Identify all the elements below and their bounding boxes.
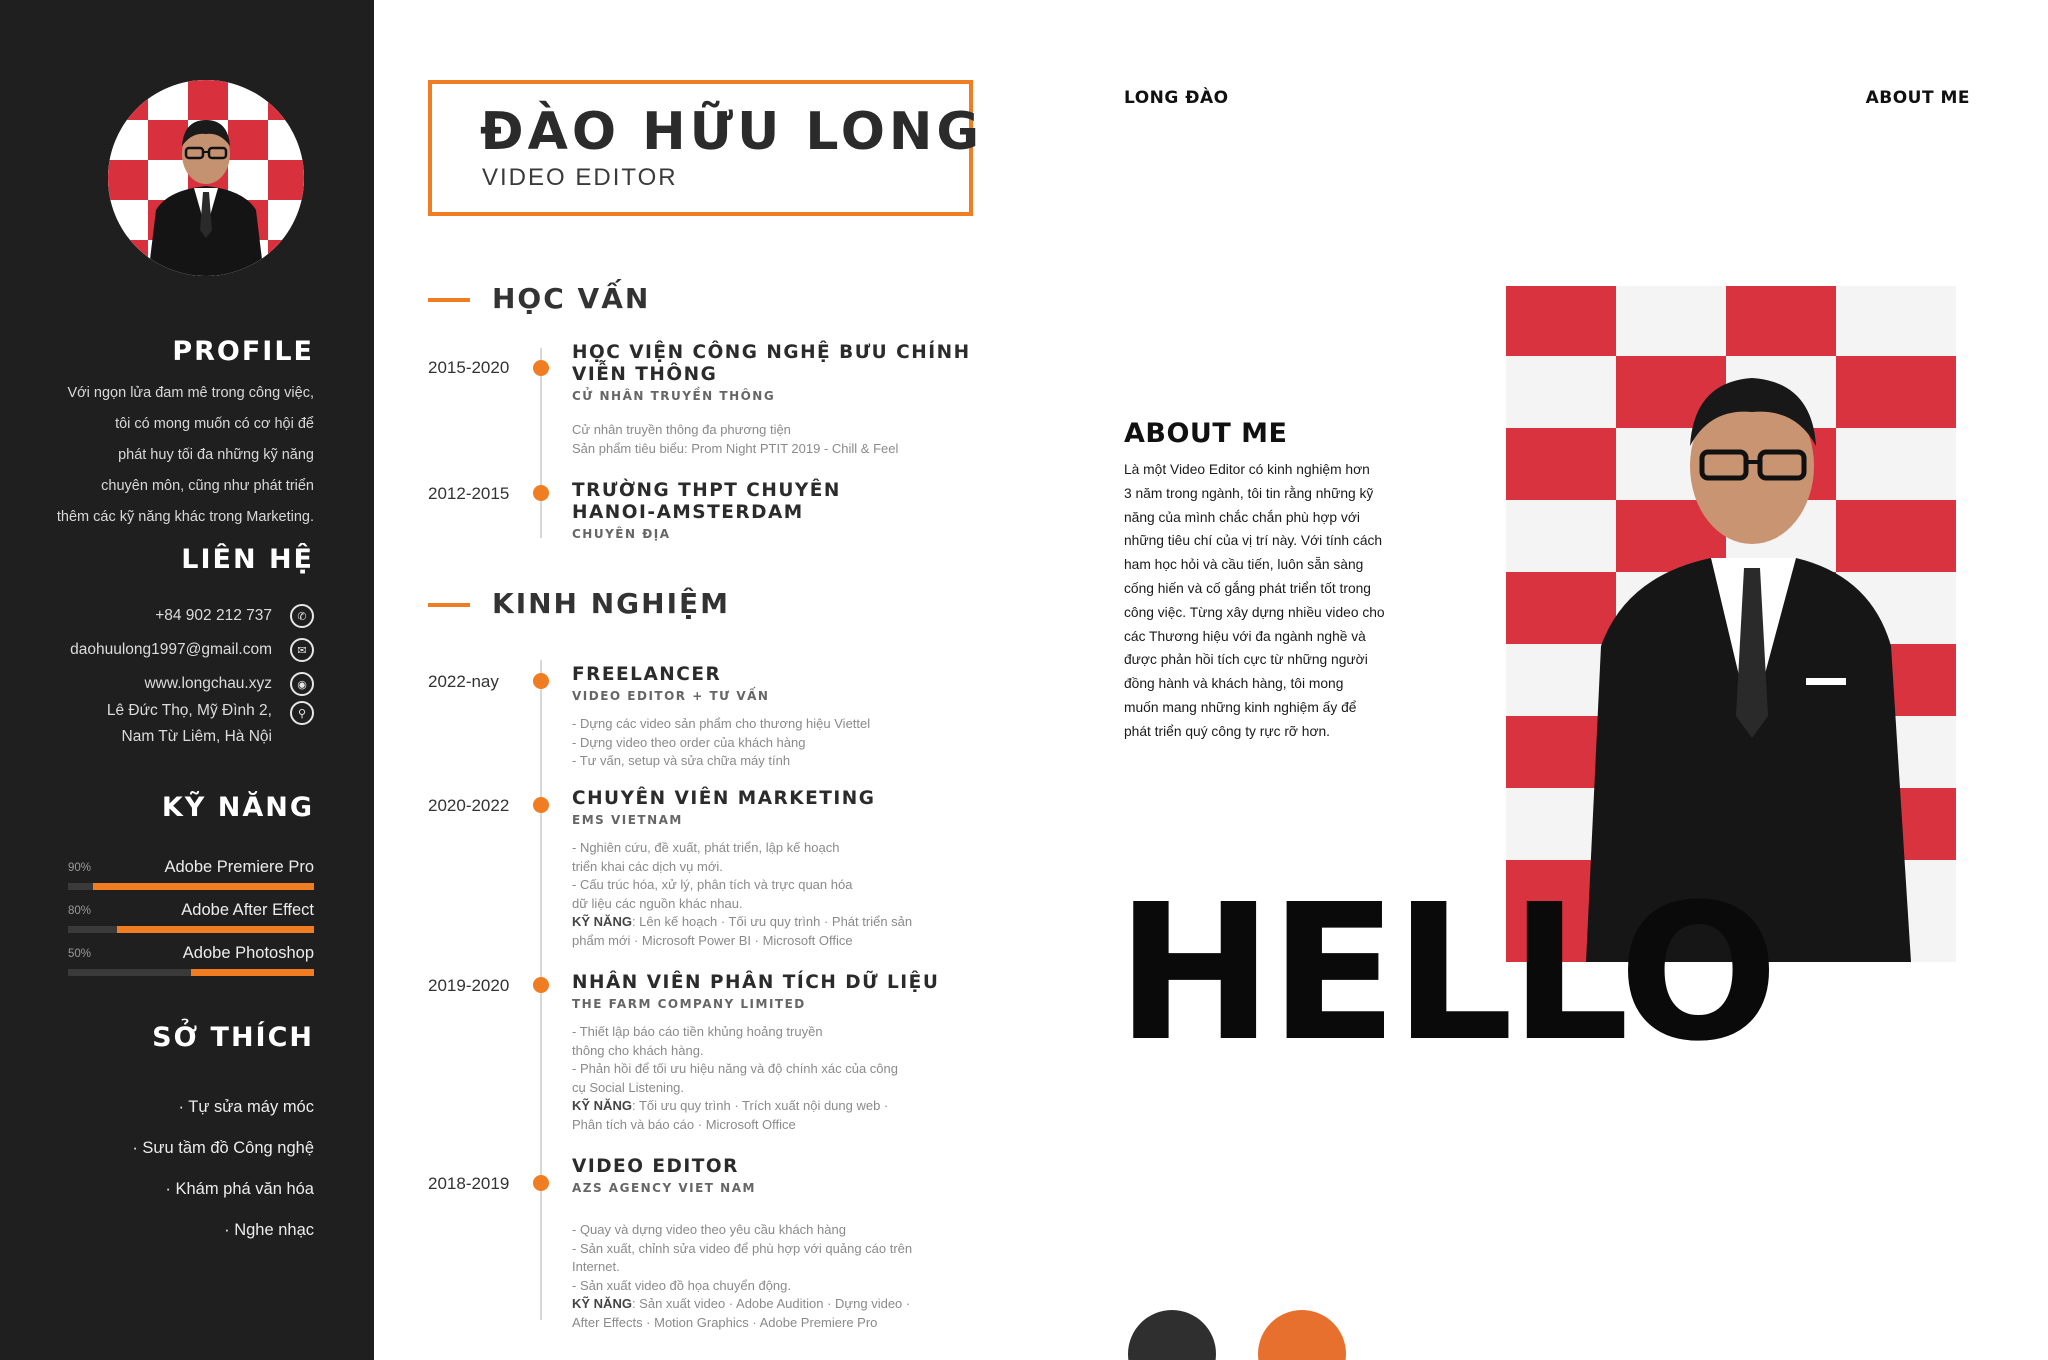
entry-title-line: HANOI-AMSTERDAM — [572, 502, 804, 523]
about-line: công việc. Từng xây dựng nhiều video cho — [1124, 604, 1385, 620]
desc-line: Cử nhân truyền thông đa phương tiện — [572, 422, 791, 437]
avatar-portrait-image — [108, 80, 304, 276]
about-heading: ABOUT ME — [1124, 418, 1288, 449]
experience-heading: KINH NGHIỆM — [492, 587, 730, 620]
hello-display-text: HELLO — [1116, 864, 1775, 1083]
timeline-dot — [533, 485, 549, 501]
skill-item — [68, 901, 314, 941]
experience-entry — [572, 972, 972, 1134]
about-line: được phản hồi tích cực từ những người — [1124, 652, 1368, 668]
desc-line: thông cho khách hàng. — [572, 1042, 704, 1058]
experience-year: 2019-2020 — [428, 976, 510, 995]
entry-description — [572, 839, 972, 950]
entry-description — [572, 1023, 972, 1134]
contact-email[interactable] — [70, 638, 314, 662]
entry-title-line: VIỄN THÔNG — [572, 364, 718, 385]
about-line: những tiêu chí của vị trí này. Với tính cách — [1124, 533, 1383, 549]
phone-text: +84 902 212 737 — [155, 607, 272, 624]
desc-line: - Nghiên cứu, đề xuất, phát triển, lập kế hoạch — [572, 840, 840, 855]
skill-label: KỸ NĂNG — [572, 1098, 632, 1113]
about-line: năng của mình chắc chắn phù hợp với — [1124, 509, 1360, 525]
job-role: VIDEO EDITOR — [482, 164, 678, 191]
about-line: 3 năm trong ngành, tôi tin rằng những kỹ — [1124, 485, 1374, 501]
website-text: www.longchau.xyz — [144, 675, 272, 692]
sidebar — [0, 0, 374, 1360]
globe-icon: ◉ — [290, 672, 314, 696]
skill-item — [68, 858, 314, 898]
contact-heading: LIÊN HỆ — [181, 544, 314, 575]
skill-percent: 90% — [68, 862, 92, 874]
experience-entry — [572, 1156, 972, 1332]
avatar — [108, 80, 304, 276]
desc-line: - Phản hồi để tối ưu hiệu năng và độ chính xác của công — [572, 1061, 898, 1076]
desc-line: - Thiết lập báo cáo tiền khủng hoảng truyền — [572, 1024, 823, 1039]
skill-label: KỸ NĂNG — [572, 1296, 632, 1311]
desc-line: Internet. — [572, 1259, 620, 1274]
entry-title: FREELANCER — [572, 664, 722, 685]
skill-name: Adobe After Effect — [181, 901, 314, 919]
about-line: các Thương hiệu với đa ngành nghề và — [1124, 628, 1366, 644]
entry-title-line: TRƯỜNG THPT CHUYÊN — [572, 480, 841, 501]
entry-title-line: HỌC VIỆN CÔNG NGHỆ BƯU CHÍNH — [572, 342, 971, 363]
about-line: cống hiến và cố gắng phát triển tốt trong — [1124, 580, 1371, 596]
skill-bar-track — [68, 926, 314, 933]
education-entry — [572, 342, 972, 458]
desc-line: - Tư vấn, setup và sửa chữa máy tính — [572, 753, 791, 768]
entry-subtitle: THE FARM COMPANY LIMITED — [572, 997, 806, 1011]
address-line: Nam Từ Liêm, Hà Nội — [121, 728, 272, 745]
desc-line: - Cấu trúc hóa, xử lý, phân tích và trực quan hóa — [572, 877, 853, 892]
about-line: Là một Video Editor có kinh nghiệm hơn — [1124, 462, 1370, 477]
education-year: 2015-2020 — [428, 358, 510, 377]
desc-line: dữ liệu các nguồn khác nhau. — [572, 895, 743, 911]
full-name: ĐÀO HỮU LONG — [480, 102, 984, 162]
skill-bar-track — [68, 969, 314, 976]
orange-circle-decoration — [1258, 1310, 1346, 1360]
skill-text: : Sản xuất video · Adobe Audition · Dựng video · — [631, 1296, 911, 1311]
skill-bar-track — [68, 883, 314, 890]
skill-percent: 50% — [68, 948, 92, 960]
about-line: muốn mang những kinh nghiệm ấy để — [1124, 699, 1357, 715]
entry-subtitle: AZS AGENCY VIET NAM — [572, 1181, 756, 1195]
skill-bar-fill — [191, 969, 314, 976]
hobby-item: · Nghe nhạc — [224, 1221, 314, 1239]
desc-line: - Dựng video theo order của khách hàng — [572, 734, 806, 750]
skill-name: Adobe Premiere Pro — [164, 858, 314, 876]
email-text: daohuulong1997@gmail.com — [70, 641, 272, 658]
hobby-item: · Khám phá văn hóa — [165, 1180, 314, 1198]
education-year: 2012-2015 — [428, 484, 510, 503]
timeline-dot — [533, 1175, 549, 1191]
address-line: Lê Đức Thọ, Mỹ Đình 2, — [106, 702, 272, 719]
address-text — [107, 698, 272, 750]
experience-entry — [572, 788, 972, 950]
experience-year: 2020-2022 — [428, 796, 510, 815]
mail-icon: ✉ — [290, 638, 314, 662]
entry-title: VIDEO EDITOR — [572, 1156, 739, 1177]
name-box — [428, 80, 984, 216]
education-heading: HỌC VẤN — [492, 282, 651, 315]
entry-description — [572, 1221, 972, 1332]
profile-line: phát huy tối đa những kỹ năng — [118, 447, 314, 463]
education-accent-bar — [428, 298, 470, 302]
phone-icon: ✆ — [290, 604, 314, 628]
contact-phone[interactable] — [155, 604, 314, 628]
entry-subtitle: VIDEO EDITOR + TƯ VẤN — [572, 689, 770, 703]
location-pin-icon: ⚲ — [290, 701, 314, 725]
skill-line — [572, 1295, 972, 1314]
profile-line: thêm các kỹ năng khác trong Marketing. — [56, 509, 314, 525]
experience-year: 2018-2019 — [428, 1174, 510, 1193]
desc-line: cụ Social Listening. — [572, 1079, 685, 1095]
hobbies-heading: SỞ THÍCH — [152, 1022, 314, 1053]
profile-text — [14, 378, 314, 533]
entry-description — [572, 715, 972, 771]
about-text — [1124, 458, 1424, 744]
entry-title: NHÂN VIÊN PHÂN TÍCH DỮ LIỆU — [572, 972, 940, 993]
entry-subtitle: CHUYÊN ĐỊA — [572, 527, 671, 541]
timeline-dot — [533, 797, 549, 813]
desc-line: - Sản xuất video đồ họa chuyển động. — [572, 1277, 791, 1293]
experience-year: 2022-nay — [428, 672, 499, 691]
entry-title — [572, 480, 972, 524]
education-timeline — [540, 348, 542, 538]
hobby-item: · Tự sửa máy móc — [178, 1098, 314, 1116]
about-line: phát triển quý công ty rực rỡ hơn. — [1124, 723, 1331, 739]
hobby-item: · Sưu tầm đồ Công nghệ — [132, 1139, 314, 1157]
profile-line: Với ngọn lửa đam mê trong công việc, — [67, 385, 314, 401]
desc-line: - Sản xuất, chỉnh sửa video để phù hợp với quảng cáo trên — [572, 1240, 913, 1256]
desc-line: - Dựng các video sản phẩm cho thương hiệu Viettel — [572, 716, 871, 731]
about-line: đồng hành và khách hàng, tôi mong — [1124, 676, 1344, 692]
entry-title — [572, 342, 972, 386]
skill-line — [572, 913, 972, 932]
skill-text: After Effects · Motion Graphics · Adobe Premiere Pro — [572, 1314, 878, 1330]
skills-heading: KỸ NĂNG — [161, 792, 314, 823]
experience-accent-bar — [428, 603, 470, 607]
desc-line: - Quay và dựng video theo yêu cầu khách hàng — [572, 1222, 846, 1237]
skill-name: Adobe Photoshop — [182, 944, 314, 962]
timeline-dot — [533, 360, 549, 376]
skill-line — [572, 1097, 972, 1116]
desc-line: Sản phẩm tiêu biểu: Prom Night PTIT 2019 - Chill & Feel — [572, 440, 899, 456]
entry-subtitle: CỬ NHÂN TRUYỀN THÔNG — [572, 389, 776, 403]
skill-label: KỸ NĂNG — [572, 914, 632, 929]
profile-line: tôi có mong muốn có cơ hội để — [115, 416, 314, 432]
desc-line: triển khai các dịch vụ mới. — [572, 858, 723, 874]
contact-website[interactable] — [144, 672, 314, 696]
entry-description — [572, 421, 972, 458]
skill-item — [68, 944, 314, 984]
education-entry — [572, 480, 972, 541]
timeline-dot — [533, 673, 549, 689]
nav-about-me: ABOUT ME — [1865, 88, 1970, 108]
portrait-photo-image — [1506, 286, 1956, 962]
entry-title: CHUYÊN VIÊN MARKETING — [572, 788, 876, 809]
skill-text: Phân tích và báo cáo · Microsoft Office — [572, 1116, 796, 1132]
experience-entry — [572, 664, 972, 771]
skill-text: phẩm mới · Microsoft Power BI · Microsoft Office — [572, 932, 853, 948]
skill-bar-fill — [117, 926, 314, 933]
contact-address — [107, 698, 314, 750]
dark-circle-decoration — [1128, 1310, 1216, 1360]
portrait-photo — [1506, 286, 1956, 962]
skill-text: : Tối ưu quy trình · Trích xuất nội dung web · — [631, 1098, 889, 1113]
skill-percent: 80% — [68, 905, 92, 917]
timeline-dot — [533, 977, 549, 993]
entry-subtitle: EMS VIETNAM — [572, 813, 683, 827]
about-line: ham học hỏi và cầu tiến, luôn sẵn sàng — [1124, 557, 1364, 573]
nav-name: LONG ĐÀO — [1124, 88, 1229, 108]
profile-line: chuyên môn, cũng như phát triển — [101, 478, 314, 494]
skill-text: : Lên kế hoạch · Tối ưu quy trình · Phát triển sản — [631, 914, 913, 929]
profile-heading: PROFILE — [172, 336, 314, 367]
skill-bar-fill — [93, 883, 314, 890]
